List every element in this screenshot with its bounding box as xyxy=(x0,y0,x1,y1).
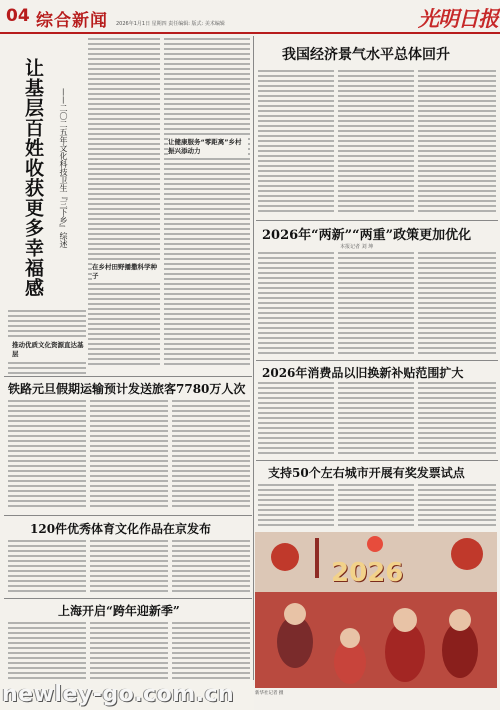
economy-body-2 xyxy=(338,70,414,218)
lead-body-col-2 xyxy=(88,38,160,373)
newspaper-logo: 光明日报 xyxy=(418,6,498,31)
cities-body-2 xyxy=(338,484,414,528)
shanghai-body-3 xyxy=(172,622,250,682)
policy-body-2 xyxy=(338,252,414,358)
economy-headline: 我国经济景气水平总体回升 xyxy=(282,47,450,63)
sports-body-3 xyxy=(172,540,250,594)
lead-kicker: ——二〇二五年文化科技卫生『三下乡』综述 xyxy=(59,88,68,248)
shanghai-body xyxy=(8,622,86,682)
lead-subhead-2: 在乡村田野播撒科学种子 xyxy=(92,262,162,280)
economy-body xyxy=(258,70,334,218)
policy-headline: 2026年“两新”“两重”政策更加优化 xyxy=(262,228,472,243)
divider xyxy=(256,460,498,461)
lead-body-left xyxy=(8,310,86,338)
divider xyxy=(4,515,252,516)
railway-headline: 铁路元旦假期运输预计发送旅客7780万人次 xyxy=(8,382,246,396)
divider xyxy=(4,598,252,599)
consumer-headline: 2026年消费品以旧换新补贴范围扩大 xyxy=(262,366,464,380)
policy-subhead: 让健康服务“零距离”乡村振兴添动力 xyxy=(168,138,248,156)
cities-body-3 xyxy=(418,484,496,528)
policy-body-3 xyxy=(418,252,496,358)
railway-body-3 xyxy=(172,400,250,512)
consumer-body xyxy=(258,382,334,458)
celebration-photo-art xyxy=(255,532,497,688)
shanghai-headline: 上海开启“跨年迎新季” xyxy=(58,604,180,618)
divider xyxy=(256,220,498,221)
section-name: 综合新闻 xyxy=(36,11,108,31)
railway-body-2 xyxy=(90,400,168,512)
publication-info: 2026年1月1日 星期四 责任编辑: 版式: 美术编辑 xyxy=(116,21,225,27)
site-watermark: newley-go.com.cn xyxy=(2,682,235,707)
page-number: 04 xyxy=(6,6,30,26)
sports-body-2 xyxy=(90,540,168,594)
consumer-body-2 xyxy=(338,382,414,458)
divider xyxy=(4,376,252,377)
column-divider xyxy=(253,36,254,686)
cities-headline: 支持50个左右城市开展有奖发票试点 xyxy=(268,466,465,480)
shanghai-body-2 xyxy=(90,622,168,682)
lead-body-col-3 xyxy=(164,38,250,373)
policy-byline: 本报记者 刘 坤 xyxy=(340,244,374,250)
cities-body xyxy=(258,484,334,528)
railway-body xyxy=(8,400,86,512)
divider xyxy=(256,360,498,361)
news-photo xyxy=(255,532,497,688)
lead-headline: 让基层百姓收获更多幸福感 xyxy=(22,58,44,298)
economy-body-3 xyxy=(418,70,496,218)
photo-sign: 2026 xyxy=(331,558,404,588)
policy-body xyxy=(258,252,334,358)
lead-subhead-1: 推动优质文化资源直达基层 xyxy=(12,341,84,358)
sports-headline: 120件优秀体育文化作品在京发布 xyxy=(30,522,212,536)
photo-caption: 新华社记者 摄 xyxy=(255,691,284,696)
consumer-body-3 xyxy=(418,382,496,458)
sports-body xyxy=(8,540,86,594)
